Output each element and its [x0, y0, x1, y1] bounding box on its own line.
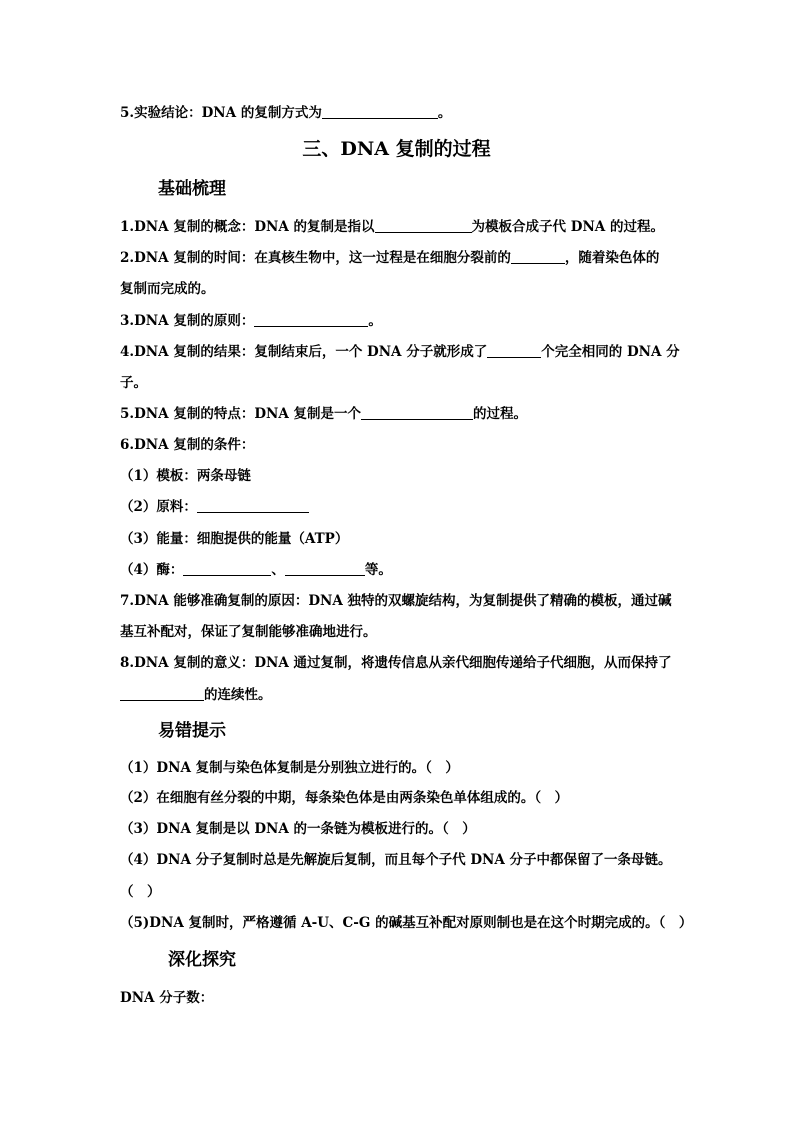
condition-energy: （3）能量：细胞提供的能量（ATP）: [120, 531, 349, 547]
experiment-conclusion: [120, 104, 451, 122]
condition-template: （1）模板：两条母链: [120, 468, 251, 484]
heading-mistakes: 易错提示: [158, 721, 226, 741]
text: 4.DNA 复制的结果：复制结束后，一个 DNA 分子就形成了: [120, 344, 488, 360]
answer-blank[interactable]: [361, 405, 473, 420]
item-4-cont: 子。: [120, 375, 147, 391]
answer-blank[interactable]: [375, 218, 472, 233]
text: 的连续性。: [204, 687, 272, 703]
answer-blank[interactable]: [511, 249, 565, 264]
answer-blank[interactable]: [120, 686, 204, 701]
mistake-4-cont: （ ）: [120, 884, 161, 900]
text: （4）酶：: [120, 562, 184, 578]
heading-basics: 基础梳理: [158, 179, 226, 199]
item-1: [120, 218, 664, 236]
item-4: [120, 343, 680, 361]
condition-enzyme: [120, 561, 392, 579]
text: 1.DNA 复制的概念：DNA 的复制是指以: [120, 219, 375, 235]
answer-blank[interactable]: [254, 312, 368, 327]
item-2: [120, 249, 659, 267]
answer-blank[interactable]: [285, 561, 365, 576]
section-title: 三、DNA 复制的过程: [302, 138, 491, 160]
condition-materials: [120, 498, 309, 516]
mistake-4: （4）DNA 分子复制时总是先解旋后复制，而且每个子代 DNA 分子中都保留了一条母链。: [120, 852, 672, 868]
text: 。: [368, 313, 382, 329]
item-2-cont: 复制而完成的。: [120, 281, 215, 297]
text: 5.实验结论：DNA 的复制方式为: [120, 105, 322, 121]
item-8-cont: [120, 686, 272, 704]
text: 3.DNA 复制的原则：: [120, 313, 255, 329]
text: 个完全相同的 DNA 分: [541, 344, 680, 360]
answer-blank[interactable]: [322, 104, 438, 119]
answer-blank[interactable]: [183, 561, 271, 576]
text: 、: [271, 562, 285, 578]
item-7-cont: 基互补配对，保证了复制能够准确地进行。: [120, 624, 377, 640]
item-7: 7.DNA 能够准确复制的原因：DNA 独特的双螺旋结构，为复制提供了精确的模板，通过碱: [120, 593, 672, 609]
mistake-5: （5)DNA 复制时，严格遵循 A-U、C-G 的碱基互补配对原则制也是在这个时期完成的。（ ）: [120, 915, 693, 931]
mistake-1: （1）DNA 复制与染色体复制是分别独立进行的。（ ）: [120, 760, 459, 776]
item-3: [120, 312, 382, 330]
text: 为模板合成子代 DNA 的过程。: [471, 219, 664, 235]
item-5: [120, 405, 527, 423]
answer-blank[interactable]: [197, 498, 309, 513]
text: 等。: [364, 562, 392, 578]
text: 5.DNA 复制的特点：DNA 复制是一个: [120, 406, 362, 422]
text: 2.DNA 复制的时间：在真核生物中，这一过程是在细胞分裂前的: [120, 250, 511, 266]
text: （2）原料：: [120, 499, 197, 515]
answer-blank[interactable]: [487, 343, 541, 358]
text: 的过程。: [473, 406, 528, 422]
text: ，随着染色体的: [564, 250, 660, 266]
mistake-2: （2）在细胞有丝分裂的中期，每条染色体是由两条染色单体组成的。（ ）: [120, 790, 569, 806]
item-8: 8.DNA 复制的意义：DNA 通过复制，将遗传信息从亲代细胞传递给子代细胞，从而保持了: [120, 655, 672, 671]
text: 。: [437, 105, 452, 121]
dna-count-label: DNA 分子数：: [120, 990, 214, 1006]
item-6: 6.DNA 复制的条件：: [120, 437, 255, 453]
mistake-3: （3）DNA 复制是以 DNA 的一条链为模板进行的。（ ）: [120, 821, 476, 837]
heading-explore: 深化探究: [168, 950, 236, 970]
